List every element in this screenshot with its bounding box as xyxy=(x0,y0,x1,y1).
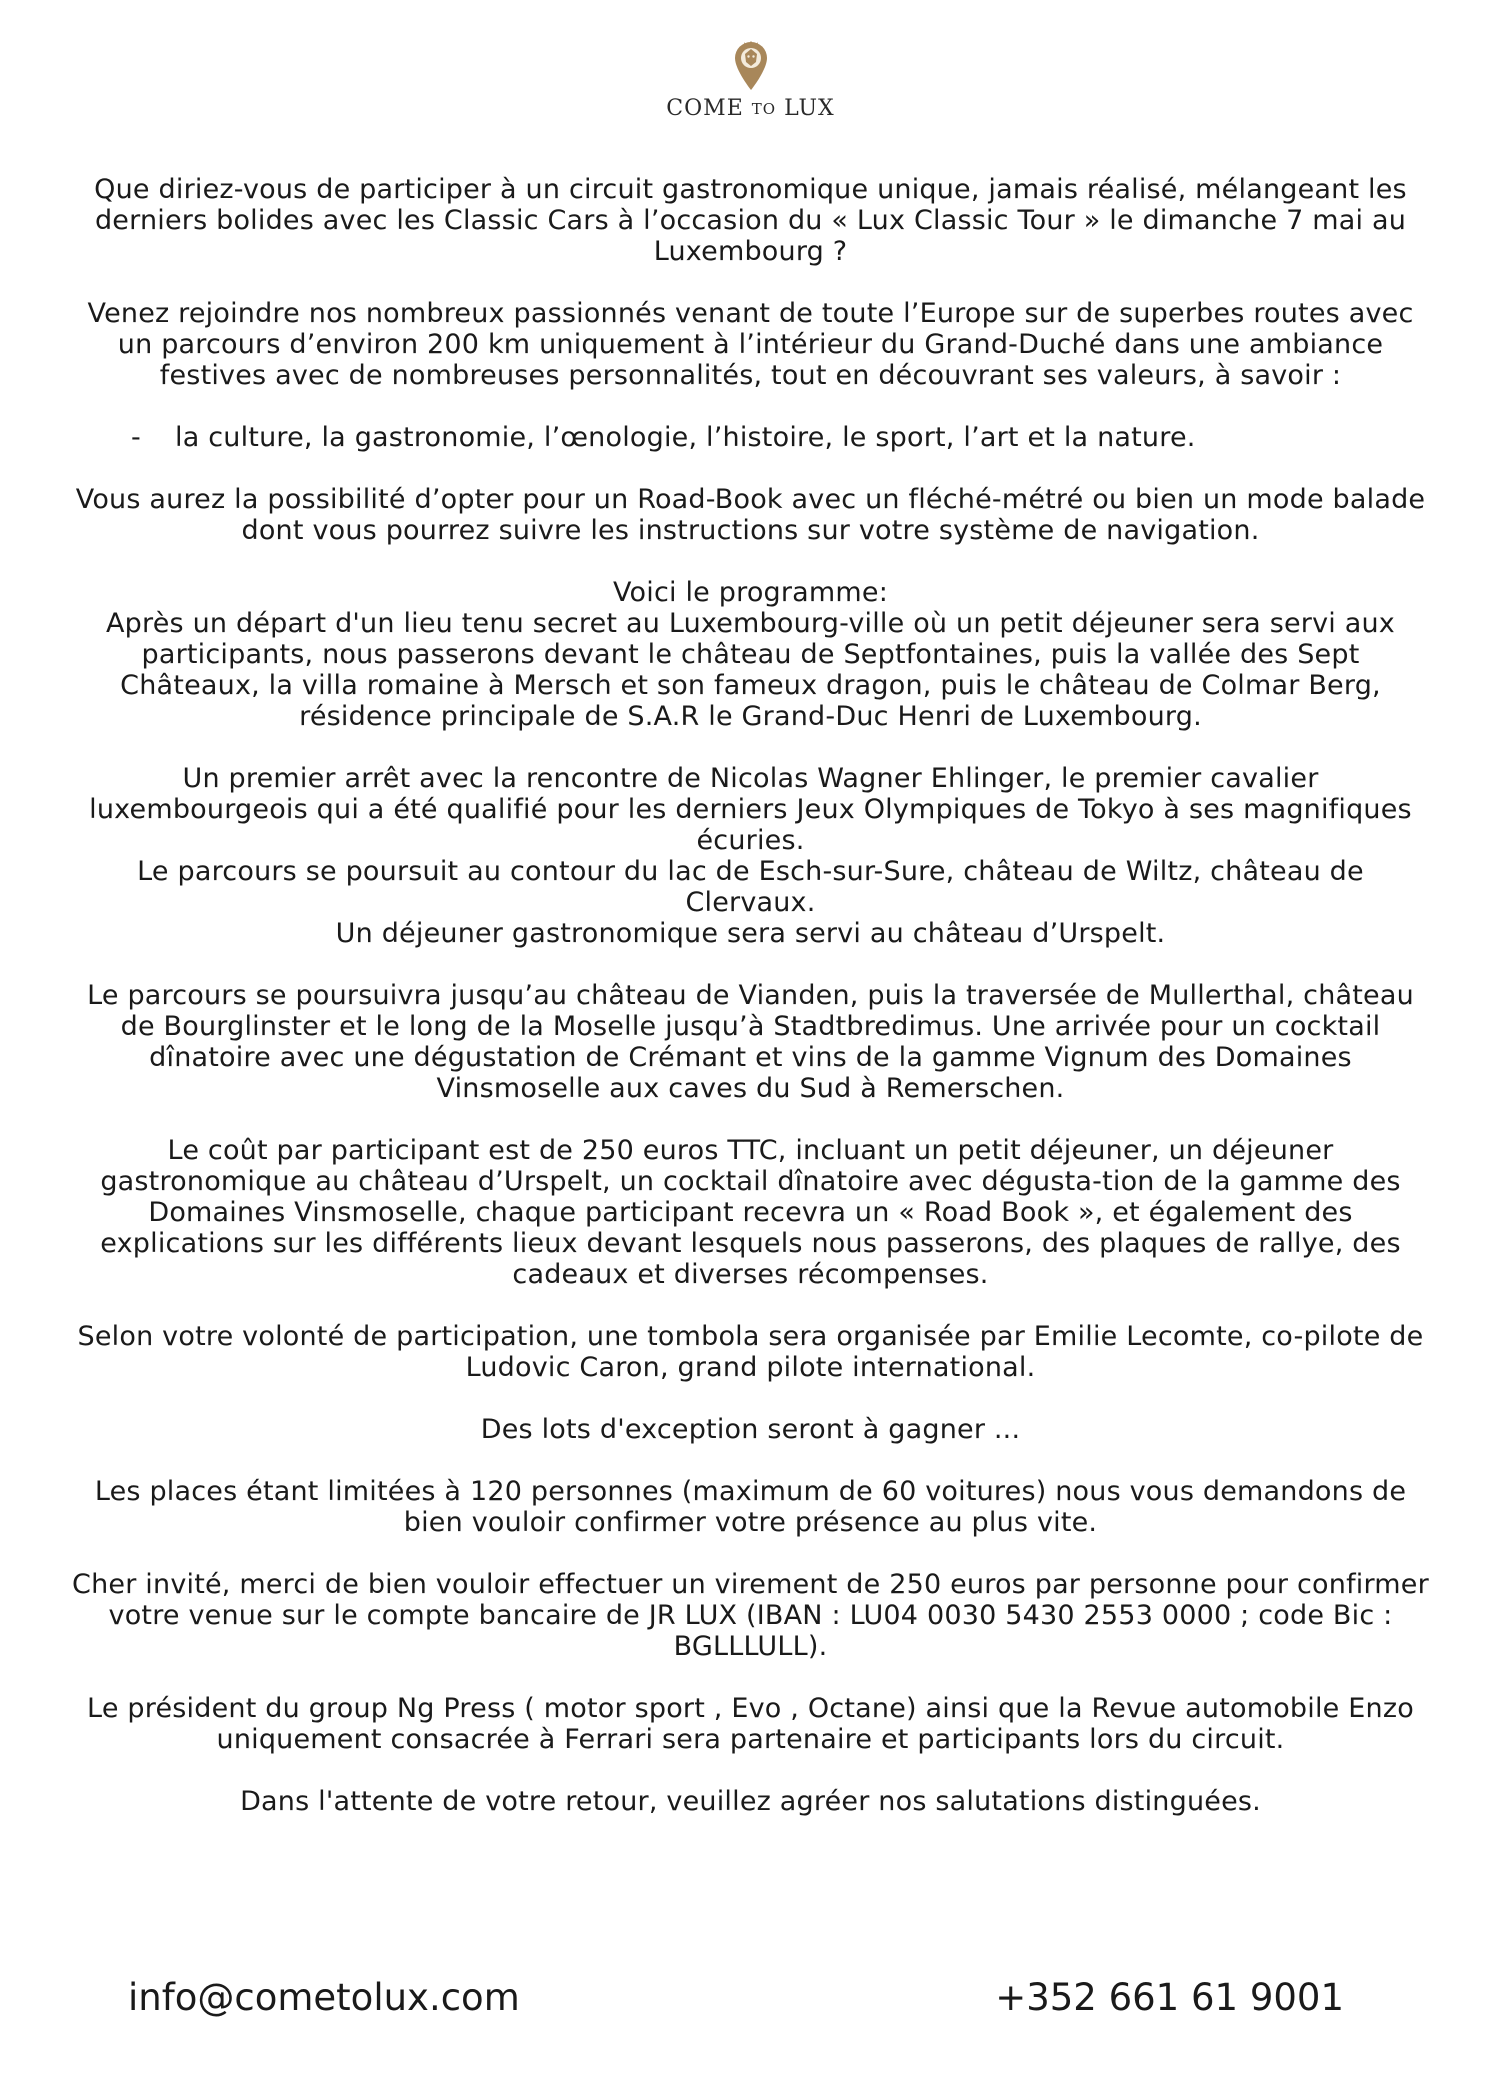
closing-paragraph: Dans l'attente de votre retour, veuillez agréer nos salutations distinguées. xyxy=(240,1786,1261,1817)
intro-paragraph: Que diriez-vous de participer à un circuit gastronomique unique, jamais réalisé, mélangeant les derniers bolides avec les Classic Cars à l’occasion du « Lux Classic Tour » le dimanche 7 mai au Luxembourg ? xyxy=(94,174,1407,267)
payment-paragraph: Cher invité, merci de bien vouloir effectuer un virement de 250 euros par personne pour confirmer votre venue sur le compte bancaire de JR LUX (IBAN : LU04 0030 5430 2553 0000 ; code Bic : BGLLLULL). xyxy=(72,1569,1429,1662)
arrival-paragraph: Le parcours se poursuivra jusqu’au château de Vianden, puis la traversée de Mullerthal, château de Bourglinster et le long de la Moselle jusqu’à Stadtbredimus. Une arrivée pour un cocktail dînatoire avec une dégustation de Crémant et vins de la gamme Vignum des Domaines Vinsmoselle aux caves du Sud à Remerschen. xyxy=(87,980,1414,1104)
email-link[interactable]: info@cometolux.com xyxy=(128,1976,520,2019)
lunch-paragraph: Un déjeuner gastronomique sera servi au château d’Urspelt. xyxy=(335,918,1166,949)
prizes-paragraph: Des lots d'exception seront à gagner ... xyxy=(480,1414,1021,1445)
first-stop-paragraph: Un premier arrêt avec la rencontre de Nicolas Wagner Ehlinger, le premier cavalier luxembourgeois qui a été qualifié pour les derniers Jeux Olympiques de Tokyo à ses magnifiques écuries. xyxy=(89,763,1412,856)
letter-body xyxy=(70,174,1431,1848)
contact-footer xyxy=(0,1976,1501,2026)
cost-paragraph: Le coût par participant est de 250 euros TTC, incluant un petit déjeuner, un déjeuner gastronomique au château d’Urspelt, un cocktail dînatoire avec dégusta-tion de la gamme des Domaines Vinsmoselle, chaque participant recevra un « Road Book », et également des explications sur les différents lieux devant lesquels nous passerons, des plaques de rallye, des cadeaux et diverses récompenses. xyxy=(100,1135,1401,1290)
brand-name: COME TO LUX xyxy=(666,96,835,121)
program-paragraph: Après un départ d'un lieu tenu secret au Luxembourg-ville où un petit déjeuner sera servi aux participants, nous passerons devant le château de Septfontaines, puis la vallée des Sept Châteaux, la villa romaine à Mersch et son fameux dragon, puis le château de Colmar Berg, résidence principale de S.A.R le Grand-Duc Henri de Luxembourg. xyxy=(106,608,1395,732)
brand-logo xyxy=(0,38,1501,121)
partners-paragraph: Le président du group Ng Press ( motor sport , Evo , Octane) ainsi que la Revue automobile Enzo uniquement consacrée à Ferrari sera partenaire et participants lors du circuit. xyxy=(87,1693,1414,1755)
lion-pin-icon xyxy=(732,38,770,92)
places-paragraph: Les places étant limitées à 120 personnes (maximum de 60 voitures) nous vous demandons de bien vouloir confirmer votre présence au plus vite. xyxy=(94,1476,1407,1538)
route-paragraph: Le parcours se poursuit au contour du lac de Esch-sur-Sure, château de Wiltz, château de Clervaux. xyxy=(137,856,1364,918)
invitation-paragraph: Venez rejoindre nos nombreux passionnés venant de toute l’Europe sur de superbes routes avec un parcours d’environ 200 km uniquement à l’intérieur du Grand-Duché dans une ambiance festives avec de nombreuses personnalités, tout en découvrant ses valeurs, à savoir : xyxy=(87,298,1414,391)
roadbook-paragraph: Vous aurez la possibilité d’opter pour un Road-Book avec un fléché-métré ou bien un mode balade dont vous pourrez suivre les instructions sur votre système de navigation. xyxy=(75,484,1426,546)
tombola-paragraph: Selon votre volonté de participation, une tombola sera organisée par Emilie Lecomte, co-pilote de Ludovic Caron, grand pilote international. xyxy=(77,1321,1424,1383)
phone-link[interactable]: +352 661 61 9001 xyxy=(995,1976,1344,2019)
values-bullet: - la culture, la gastronomie, l’œnologie, l’histoire, le sport, l’art et la nature. xyxy=(131,422,1196,453)
program-title: Voici le programme: xyxy=(612,577,889,608)
